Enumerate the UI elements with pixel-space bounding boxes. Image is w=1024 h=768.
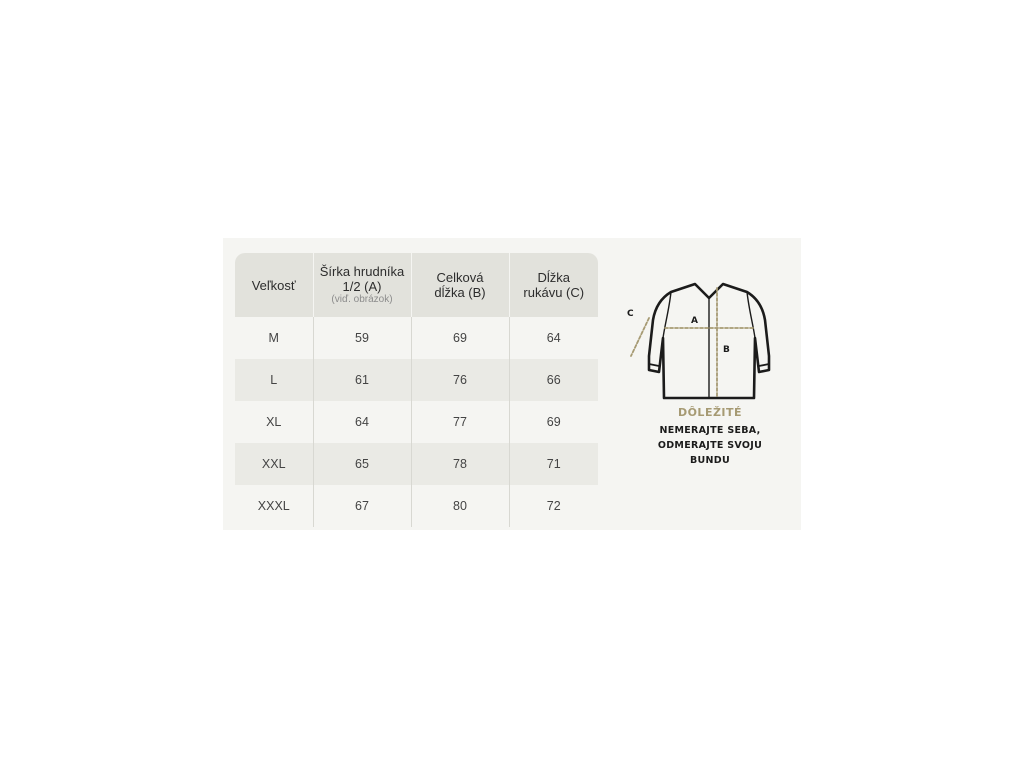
cell-size: XXXL [257,499,290,513]
important-note [621,406,799,468]
cell-length: 69 [411,317,509,359]
cell-chest: 67 [313,485,411,527]
cell-sleeve: 64 [509,317,598,359]
note-line: NEMERAJTE SEBA, [659,425,761,436]
header-chest-note: (viď. obrázok) [331,294,393,305]
cell-size: L [235,359,313,401]
cell-length: 80 [411,485,509,527]
label-a: A [691,316,698,326]
cell-sleeve: 66 [509,359,598,401]
cell-size: XXL [235,443,313,485]
cell-chest: 65 [313,443,411,485]
right-cuff [759,364,769,366]
table-header-row [235,253,598,317]
cell-chest: 64 [313,401,411,443]
left-cuff [649,364,659,366]
header-total-length: Celková dĺžka (B) [411,253,509,317]
cell-sleeve: 72 [509,485,598,527]
cell-sleeve: 71 [509,443,598,485]
table-row [235,359,598,401]
header-sleeve-length: Dĺžka rukávu (C) [509,253,598,317]
table-row [235,401,598,443]
cell-size: M [268,331,279,345]
cell-length: 78 [411,443,509,485]
note-title: DÔLEŽITÉ [677,406,743,419]
sleeve-measure-line [631,318,649,356]
cell-sleeve: 69 [509,401,598,443]
cell-chest: 59 [313,317,411,359]
header-chest-width: Šírka hrudníka 1/2 (A) (viď. obrázok) [313,253,411,317]
note-line: ODMERAJTE SVOJU [657,440,763,451]
label-c: C [627,309,634,319]
cell-length: 76 [411,359,509,401]
note-line: BUNDU [689,455,730,466]
size-chart-panel [223,238,801,530]
table-row [235,317,598,359]
size-table [235,253,598,527]
cell-chest: 61 [313,359,411,401]
header-size: Veľkosť [235,253,313,317]
jacket-measurement-diagram [627,280,789,402]
table-row [235,443,598,485]
cell-size: XL [266,415,282,429]
label-b: B [723,345,730,355]
cell-length: 77 [411,401,509,443]
table-row [235,485,598,527]
